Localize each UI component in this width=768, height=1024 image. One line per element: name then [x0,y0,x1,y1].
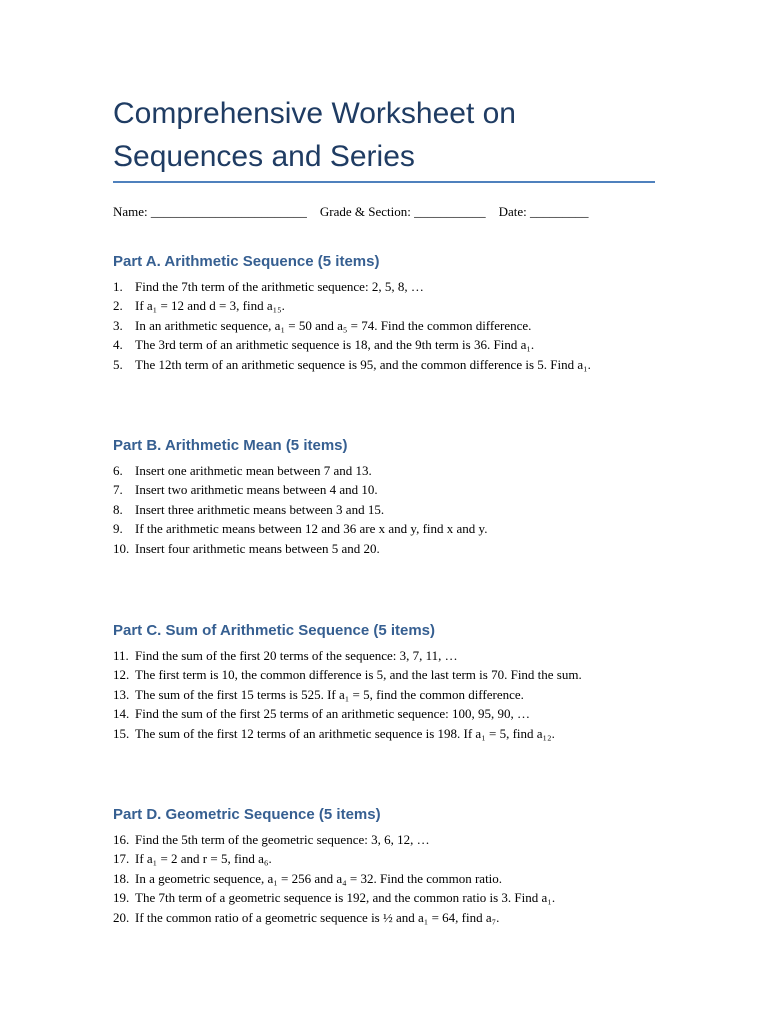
question-number: 11. [113,648,129,663]
question-item [113,461,673,480]
question-number: 2. [113,298,123,314]
question-text: The 12th term of an arithmetic sequence is 95, and the common difference is 5. Find a₁. [135,356,591,372]
name-field-label: Name: ________________________ [113,204,307,219]
question-list [113,646,673,743]
question-text: Find the 7th term of the arithmetic sequence: 2, 5, 8, … [135,279,424,294]
question-item [113,704,673,723]
question-text: The sum of the first 12 terms of an arithmetic sequence is 198. If a₁ = 5, find a₁₂. [135,725,555,741]
question-item [113,849,673,868]
question-text: If the arithmetic means between 12 and 36 are x and y, find x and y. [135,521,488,537]
date-field-label: Date: _________ [498,204,589,219]
question-number: 19. [113,890,130,906]
question-item [113,277,673,296]
question-text: If a₁ = 12 and d = 3, find a₁₅. [135,298,285,314]
section-part-b [113,436,673,558]
question-number: 10. [113,540,130,556]
question-item [113,539,673,558]
question-item [113,888,673,907]
page-title [113,92,655,178]
question-list [113,461,673,558]
section-part-a [113,252,673,374]
question-item [113,355,673,374]
title-line-2: Sequences and Series [113,140,415,173]
question-text: Find the 5th term of the geometric sequence: 3, 6, 12, … [135,832,430,847]
question-text: The 3rd term of an arithmetic sequence is 18, and the 9th term is 36. Find a₁. [135,337,535,353]
question-number: 9. [113,521,123,537]
question-item [113,519,673,538]
question-number: 7. [113,482,123,498]
section-heading: Part B. Arithmetic Mean (5 items) [113,437,348,454]
question-text: The first term is 10, the common difference is 5, and the last term is 70. Find the sum. [135,667,582,683]
question-number: 20. [113,909,130,925]
question-text: Find the sum of the first 25 terms of an arithmetic sequence: 100, 95, 90, … [135,706,530,722]
question-number: 6. [113,463,123,478]
question-item [113,685,673,704]
section-heading: Part A. Arithmetic Sequence (5 items) [113,253,380,270]
question-item [113,335,673,354]
grade-section-field-label: Grade & Section: ___________ [319,204,486,219]
section-heading: Part D. Geometric Sequence (5 items) [113,806,381,823]
question-item [113,296,673,315]
question-item [113,869,673,888]
worksheet-page [113,92,655,222]
question-text: If a₁ = 2 and r = 5, find a₆. [135,851,272,867]
question-text: The 7th term of a geometric sequence is 192, and the common ratio is 3. Find a₁. [135,890,556,906]
question-item [113,908,673,927]
question-text: In an arithmetic sequence, a₁ = 50 and a₅ = 74. Find the common difference. [135,317,532,333]
question-list [113,830,673,927]
question-text: If the common ratio of a geometric sequence is ½ and a₁ = 64, find a₇. [135,909,500,925]
question-number: 3. [113,317,123,333]
section-part-c [113,621,673,743]
question-text: Insert two arithmetic means between 4 and 10. [135,482,378,498]
question-item [113,646,673,665]
question-number: 16. [113,832,130,847]
question-text: In a geometric sequence, a₁ = 256 and a₄ = 32. Find the common ratio. [135,870,503,886]
question-number: 18. [113,870,130,886]
question-text: Insert one arithmetic mean between 7 and 13. [135,463,372,478]
question-item [113,724,673,743]
question-number: 1. [113,279,123,294]
question-number: 5. [113,356,123,372]
title-line-1: Comprehensive Worksheet on [113,97,516,130]
question-number: 4. [113,337,123,353]
question-text: The sum of the first 15 terms is 525. If a₁ = 5, find the common difference. [135,686,524,702]
question-item [113,665,673,684]
question-number: 8. [113,501,123,517]
title-divider [113,181,655,183]
question-text: Insert four arithmetic means between 5 and 20. [135,540,380,556]
question-number: 14. [113,706,130,722]
question-item [113,480,673,499]
question-text: Insert three arithmetic means between 3 and 15. [135,501,385,517]
section-part-d [113,805,673,927]
question-text: Find the sum of the first 20 terms of the sequence: 3, 7, 11, … [135,648,458,663]
question-list [113,277,673,374]
question-number: 12. [113,667,130,683]
student-info-row [113,204,655,222]
question-number: 13. [113,686,130,702]
section-heading: Part C. Sum of Arithmetic Sequence (5 items) [113,622,436,639]
question-number: 17. [113,851,130,867]
question-item [113,316,673,335]
question-item [113,830,673,849]
question-item [113,500,673,519]
question-number: 15. [113,725,130,741]
